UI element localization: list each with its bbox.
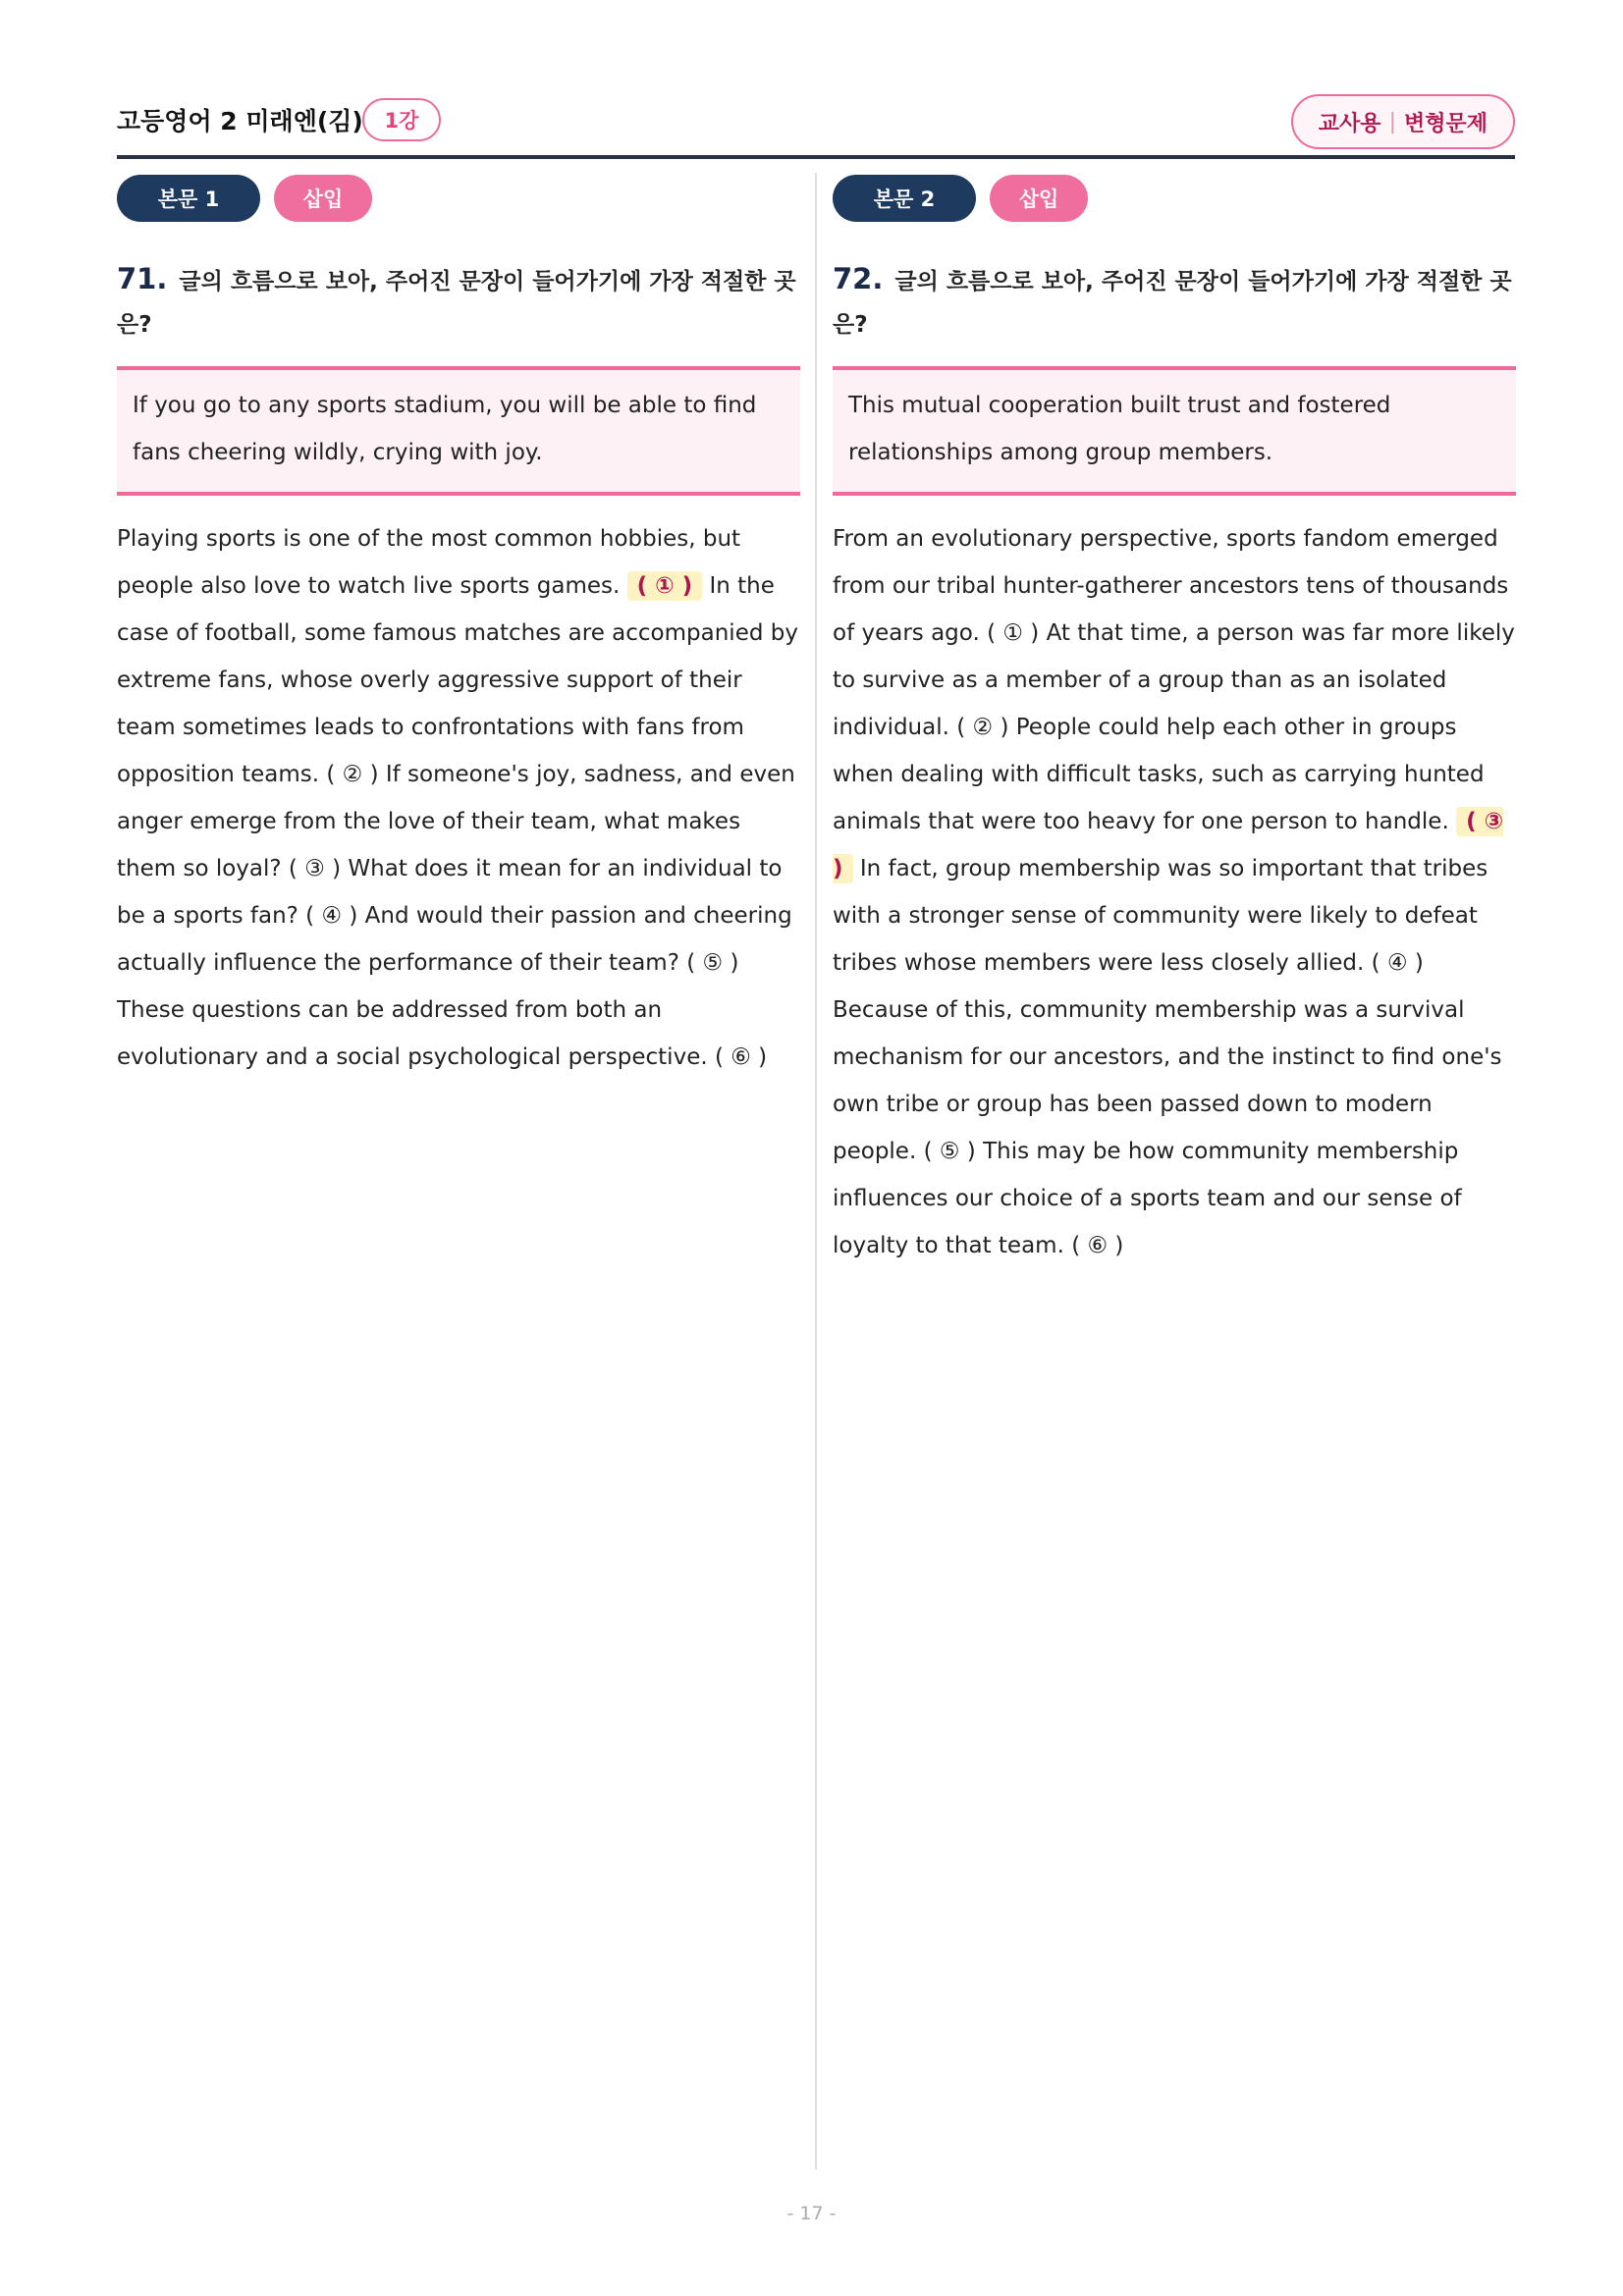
right-column (833, 175, 1516, 1269)
lesson-badge: 1강 (362, 98, 441, 141)
answer-marker: ( ③ ) (833, 809, 1504, 881)
passage-text (117, 515, 800, 1081)
given-sentence-box: This mutual cooperation built trust and fostered relationships among group members. (833, 366, 1516, 496)
badge-separator: | (1388, 109, 1396, 134)
question-number: 71. (117, 262, 168, 295)
question-number: 72. (833, 262, 884, 295)
passage-part-2: In the case of football, some famous matches are accompanied by extreme fans, whose overly aggressive support of their team sometimes leads to confrontations with fans from opposition teams. ( ② ) If someone's joy, sadness, and even anger emerge from the love of their team, what makes them so loyal? ( ③ ) What does it mean for an individual to be a sports fan? ( ④ ) And would their passion and cheering actually influence the performance of their team? ( ⑤ ) These questions can be addressed from both an evolutionary and a social psychological perspective. ( ⑥ ) (117, 573, 798, 1070)
type-label: 변형문제 (1403, 111, 1488, 136)
question-text: 글의 흐름으로 보아, 주어진 문장이 들어가기에 가장 적절한 곳은? (117, 269, 796, 338)
edition-badge (1291, 94, 1515, 149)
passage-part-1: From an evolutionary perspective, sports fandom emerged from our tribal hunter-gatherer ancestors tens of thousands of years ago. ( ① ) At that time, a person was far more likely to survive as a member of a group than as an isolated individual. ( ② ) People could help each other in groups when dealing with difficult tasks, such as carrying hunted animals that were too heavy for one person to handle. (833, 526, 1515, 834)
question-type-badge: 삽입 (274, 175, 372, 222)
column-divider (815, 173, 817, 2169)
question-type-badge: 삽입 (990, 175, 1088, 222)
question-text: 글의 흐름으로 보아, 주어진 문장이 들어가기에 가장 적절한 곳은? (833, 269, 1512, 338)
page-header (117, 94, 1515, 157)
answer-marker: ( ① ) (627, 571, 703, 601)
passage-badge: 본문 1 (117, 175, 260, 222)
teacher-label: 교사용 (1318, 111, 1381, 136)
header-rule (117, 155, 1515, 159)
question-badges (117, 175, 800, 222)
question-badges (833, 175, 1516, 222)
given-sentence-box: If you go to any sports stadium, you will be able to find fans cheering wildly, crying with joy. (117, 366, 800, 496)
passage-part-1: Playing sports is one of the most common hobbies, but people also love to watch live sports games. (117, 526, 741, 599)
question-prompt (117, 257, 800, 347)
question-prompt (833, 257, 1516, 347)
passage-part-2: In fact, group membership was so important that tribes with a stronger sense of community were likely to defeat tribes whose members were less closely allied. ( ④ ) Because of this, community membership was a survival mechanism for our ancestors, and the instinct to find one's own tribe or group has been passed down to modern people. ( ⑤ ) This may be how community membership influences our choice of a sports team and our sense of loyalty to that team. ( ⑥ ) (833, 856, 1502, 1258)
passage-text (833, 515, 1516, 1269)
passage-badge: 본문 2 (833, 175, 976, 222)
document-title: 고등영어 2 미래엔(김) (117, 107, 363, 135)
page-number: - 17 - (786, 2203, 837, 2224)
left-column (117, 175, 800, 1081)
